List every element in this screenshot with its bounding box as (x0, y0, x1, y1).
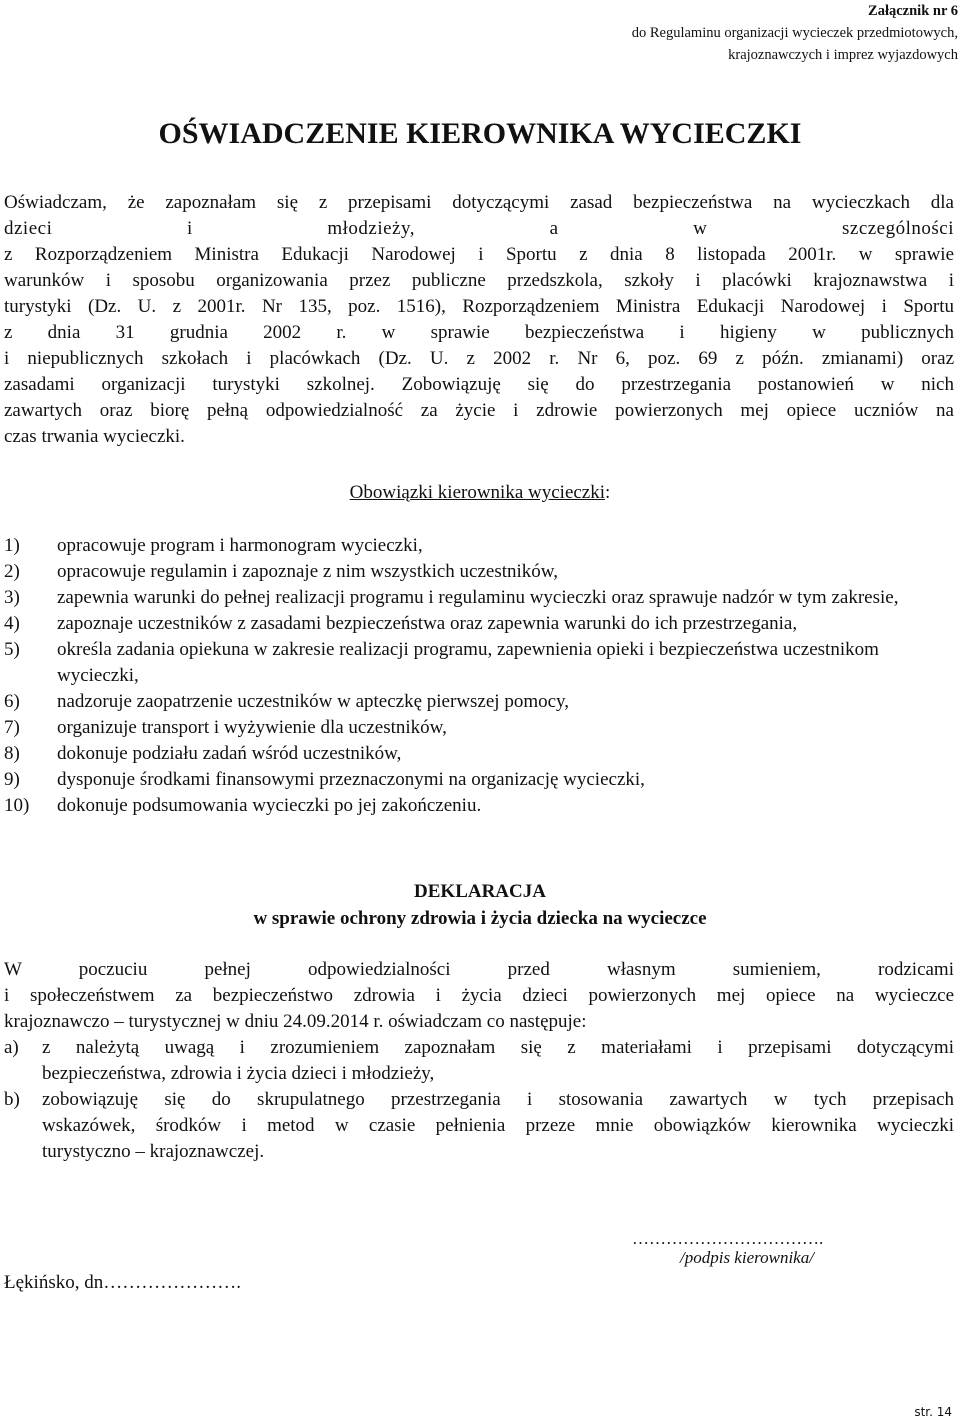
attachment-header (632, 0, 958, 66)
signature-label: /podpis kierownika/ (680, 1248, 814, 1267)
place-date: Łękińsko, dn…………………. (4, 1272, 241, 1293)
statement-line: zasadami organizacji turystyki szkolnej. Zobowiązuję się do przestrzegania postanowień w nich (4, 374, 954, 395)
statement-line: zawartych oraz biorę pełną odpowiedzialność za życie i zdrowie powierzonych mej opiece uczniów na (4, 400, 954, 421)
attachment-line-2: krajoznawczych i imprez wyjazdowych (728, 47, 958, 63)
list-item (4, 767, 954, 793)
list-item (4, 1087, 954, 1165)
list-item-text: nadzoruje zaopatrzenie uczestników w apteczkę pierwszej pomocy, (57, 691, 570, 712)
list-item (4, 1035, 954, 1087)
statement-line: z Rozporządzeniem Ministra Edukacji Narodowej i Sportu z dnia 8 listopada 2001r. w sprawie (4, 244, 954, 265)
list-item-number: 1) (4, 535, 20, 556)
statement-line: turystyki (Dz. U. z 2001r. Nr 135, poz. 1516), Rozporządzeniem Ministra Edukacji Narodowej i Sportu (4, 296, 954, 317)
list-item-number: b) (4, 1089, 20, 1110)
list-item (4, 611, 954, 637)
list-item-number: 2) (4, 561, 20, 582)
list-item-number: a) (4, 1037, 19, 1058)
statement-line: i niepublicznych szkołach i placówkach (Dz. U. z 2002 r. Nr 6, poz. 69 z późn. zmianami) oraz (4, 348, 954, 369)
list-item (4, 741, 954, 767)
list-item-number: 6) (4, 691, 20, 712)
document-title: OŚWIADCZENIE KIEROWNIKA WYCIECZKI (158, 117, 802, 150)
declaration-heading (0, 878, 960, 932)
declaration-intro-line: i społeczeństwem za bezpieczeństwo zdrowia i życia dzieci powierzonych mej opiece na wycieczce (4, 985, 954, 1006)
declaration-title: DEKLARACJA (414, 881, 546, 902)
declaration-list (4, 1035, 954, 1165)
declaration-subtitle: w sprawie ochrony zdrowia i życia dziecka na wycieczce (253, 908, 707, 929)
list-item-number: 5) (4, 639, 20, 660)
declaration-intro-line: W poczuciu pełnej odpowiedzialności przed własnym sumieniem, rodzicami (4, 959, 954, 980)
list-item-number: 10) (4, 795, 30, 816)
declaration-intro-line: krajoznawczo – turystycznej w dniu 24.09.2014 r. oświadczam co następuje: (4, 1011, 587, 1032)
list-item-number: 3) (4, 587, 20, 608)
list-item-number: 8) (4, 743, 20, 764)
list-item-line: wskazówek, środków i metod w czasie pełnienia przeze mnie obowiązków kierownika wycieczki (42, 1115, 954, 1136)
duties-heading-text: Obowiązki kierownika wycieczki (349, 482, 606, 503)
list-item-text: dokonuje podsumowania wycieczki po jej zakończeniu. (57, 795, 482, 816)
duties-list (4, 533, 954, 819)
list-item-text: określa zadania opiekuna w zakresie realizacji programu, zapewnienia opieki i bezpieczeństwa uczestnikom wycieczki, (57, 639, 879, 686)
list-item-number: 4) (4, 613, 20, 634)
list-item-number: 9) (4, 769, 20, 790)
list-item-text: dysponuje środkami finansowymi przeznaczonymi na organizację wycieczki, (57, 769, 645, 790)
duties-heading-colon: : (605, 482, 611, 503)
duties-heading (0, 480, 960, 506)
declaration-intro (4, 957, 954, 1035)
list-item-text: dokonuje podziału zadań wśród uczestników, (57, 743, 402, 764)
list-item (4, 637, 954, 689)
page-number: str. 14 (914, 1405, 952, 1419)
statement-line: czas trwania wycieczki. (4, 426, 185, 447)
list-item (4, 559, 954, 585)
list-item-line: zobowiązuję się do skrupulatnego przestrzegania i stosowania zawartych w tych przepisach (42, 1089, 954, 1110)
signature-line: ……………………………. (632, 1229, 824, 1248)
attachment-line-1: do Regulaminu organizacji wycieczek przedmiotowych, (631, 25, 958, 41)
statement-line: warunków i sposobu organizowania przez publiczne przedszkola, szkoły i placówki krajoznawstwa i (4, 270, 954, 291)
list-item-text: opracowuje program i harmonogram wycieczki, (57, 535, 423, 556)
list-item-line: bezpieczeństwa, zdrowia i życia dzieci i młodzieży, (42, 1063, 435, 1084)
list-item (4, 689, 954, 715)
list-item-text: zapewnia warunki do pełnej realizacji programu i regulaminu wycieczki oraz sprawuje nadzór w tym zakresie, (57, 587, 899, 608)
statement-line: dzieci i młodzieży, a w szczególności (4, 218, 954, 239)
attachment-number: Załącznik nr 6 (868, 3, 958, 19)
list-item-text: organizuje transport i wyżywienie dla uczestników, (57, 717, 447, 738)
list-item-text: opracowuje regulamin i zapoznaje z nim wszystkich uczestników, (57, 561, 559, 582)
statement-paragraph (4, 190, 954, 450)
list-item-line: turystyczno – krajoznawczej. (42, 1141, 265, 1162)
statement-line: z dnia 31 grudnia 2002 r. w sprawie bezpieczeństwa i higieny w publicznych (4, 322, 954, 343)
list-item-text: zapoznaje uczestników z zasadami bezpieczeństwa oraz zapewnia warunki do ich przestrzegania, (57, 613, 798, 634)
list-item (4, 793, 954, 819)
list-item (4, 533, 954, 559)
list-item (4, 715, 954, 741)
list-item (4, 585, 954, 611)
statement-line: Oświadczam, że zapoznałam się z przepisami dotyczącymi zasad bezpieczeństwa na wycieczkach dla (4, 192, 954, 213)
list-item-number: 7) (4, 717, 20, 738)
list-item-line: z należytą uwagą i zrozumieniem zapoznałam się z materiałami i przepisami dotyczącymi (42, 1037, 954, 1058)
